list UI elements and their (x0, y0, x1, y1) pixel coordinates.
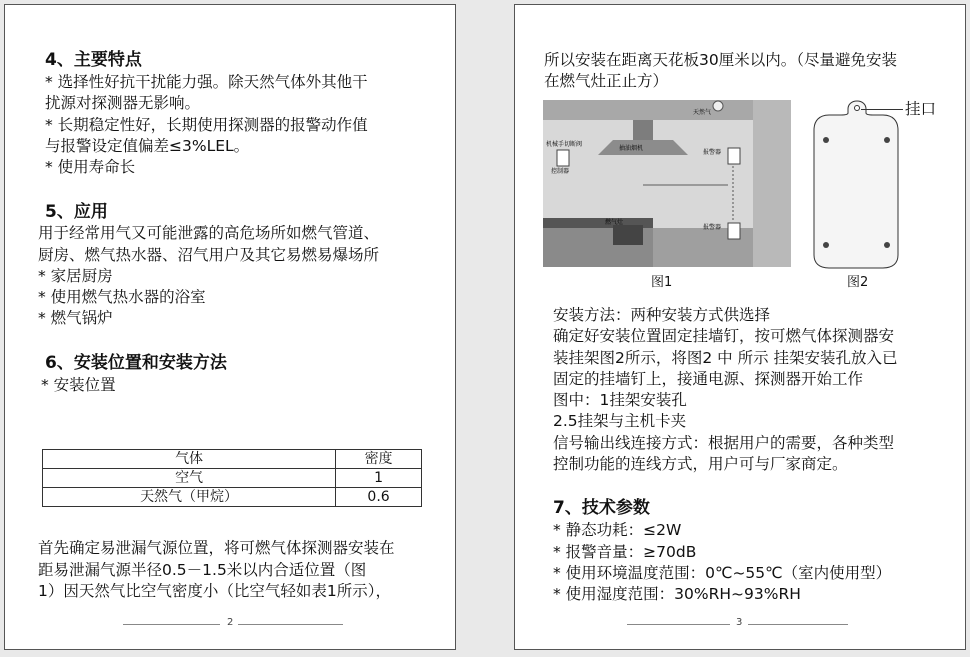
density-table (42, 449, 422, 507)
para-line: 1）因天然气比空气密度小（比空气轻如表1所示）， (38, 582, 391, 600)
table-header-row (43, 450, 422, 469)
install-line: 安装方法：两种安装方式供选择 (553, 306, 771, 324)
label-leader (861, 109, 903, 110)
spec-line: * 使用环境温度范围：0℃~55℃（室内使用型） (553, 564, 892, 582)
controller-label: 控制器 (551, 168, 570, 175)
spec-line: * 报警音量：≥70dB (553, 543, 697, 561)
s4-line: * 长期稳定性好，长期使用探测器的报警动作值 (45, 116, 368, 134)
upper-detector-label: 报警器 (703, 149, 722, 156)
s4-line: * 选择性好抗干扰能力强。除天然气体外其他干 (45, 73, 368, 91)
s6-line: * 安装位置 (41, 376, 116, 394)
top-line: 在燃气灶正止方） (544, 72, 669, 90)
kitchen-install-figure (543, 100, 791, 267)
table-cell: 天然气（甲烷） (43, 488, 336, 507)
para-line: 首先确定易泄漏气源位置，将可燃气体探测器安装在 (38, 539, 395, 557)
page-2 (4, 4, 456, 650)
s5-line: 厨房、燃气热水器、沼气用户及其它易燃易爆场所 (38, 246, 380, 264)
install-line: 确定好安装位置固定挂墙钉，按可燃气体探测器安 (553, 327, 895, 345)
table-row (43, 469, 422, 488)
install-line: 控制功能的连线方式，用户可与厂家商定。 (553, 455, 848, 473)
lower-detector-label: 报警器 (703, 224, 722, 231)
figure-1-caption: 图1 (651, 275, 673, 290)
section-7-title: 7、技术参数 (553, 498, 650, 518)
figure-2-caption: 图2 (847, 275, 869, 290)
top-line: 所以安装在距离天花板30厘米以内。（尽量避免安装 (544, 51, 897, 69)
spec-line: * 静态功耗：≤2W (553, 521, 682, 539)
table-header: 气体 (43, 450, 336, 469)
footer-rule (627, 624, 730, 625)
table-cell: 0.6 (336, 488, 422, 507)
install-line: 图中：1挂架安装孔 (553, 391, 687, 409)
bracket-figure (811, 95, 901, 271)
s4-line: * 使用寿命长 (45, 158, 136, 176)
para-line: 距易泄漏气源半径0.5－1.5米以内合适位置（图 (38, 561, 367, 579)
page-number: 3 (736, 617, 743, 628)
table-cell: 1 (336, 469, 422, 488)
section-6-title: 6、安装位置和安装方法 (45, 353, 227, 373)
fan-label: 抽油烟机 (619, 145, 644, 152)
spec-line: * 使用湿度范围：30%RH~93%RH (553, 585, 801, 603)
valve-label: 机械手切断阀 (546, 141, 583, 148)
s4-line: 与报警设定值偏差≤3%LEL。 (45, 137, 250, 155)
footer-rule (238, 624, 343, 625)
footer-rule (748, 624, 848, 625)
install-line: 固定的挂墙钉上，接通电源、探测器开始工作 (553, 370, 864, 388)
table-cell: 空气 (43, 469, 336, 488)
stove-label: 燃气灶 (605, 219, 624, 226)
footer-rule (123, 624, 220, 625)
install-line: 装挂架图2所示，将图2 中 所示 挂架安装孔放入已 (553, 349, 898, 367)
s4-line: 扰源对探测器无影响。 (45, 94, 201, 112)
table-row (43, 488, 422, 507)
hook-label: 挂口 (905, 100, 937, 118)
top-label: 天然气 (693, 109, 712, 116)
install-line: 2.5挂架与主机卡夹 (553, 412, 687, 430)
page-number: 2 (227, 617, 234, 628)
install-line: 信号输出线连接方式：根据用户的需要，各种类型 (553, 434, 895, 452)
table-header: 密度 (336, 450, 422, 469)
section-4-title: 4、主要特点 (45, 50, 142, 70)
s5-line: * 燃气锅炉 (38, 309, 113, 327)
section-5-title: 5、应用 (45, 202, 108, 222)
page-3 (514, 4, 966, 650)
s5-line: 用于经常用气又可能泄露的高危场所如燃气管道、 (38, 224, 380, 242)
s5-line: * 使用燃气热水器的浴室 (38, 288, 206, 306)
s5-line: * 家居厨房 (38, 267, 113, 285)
